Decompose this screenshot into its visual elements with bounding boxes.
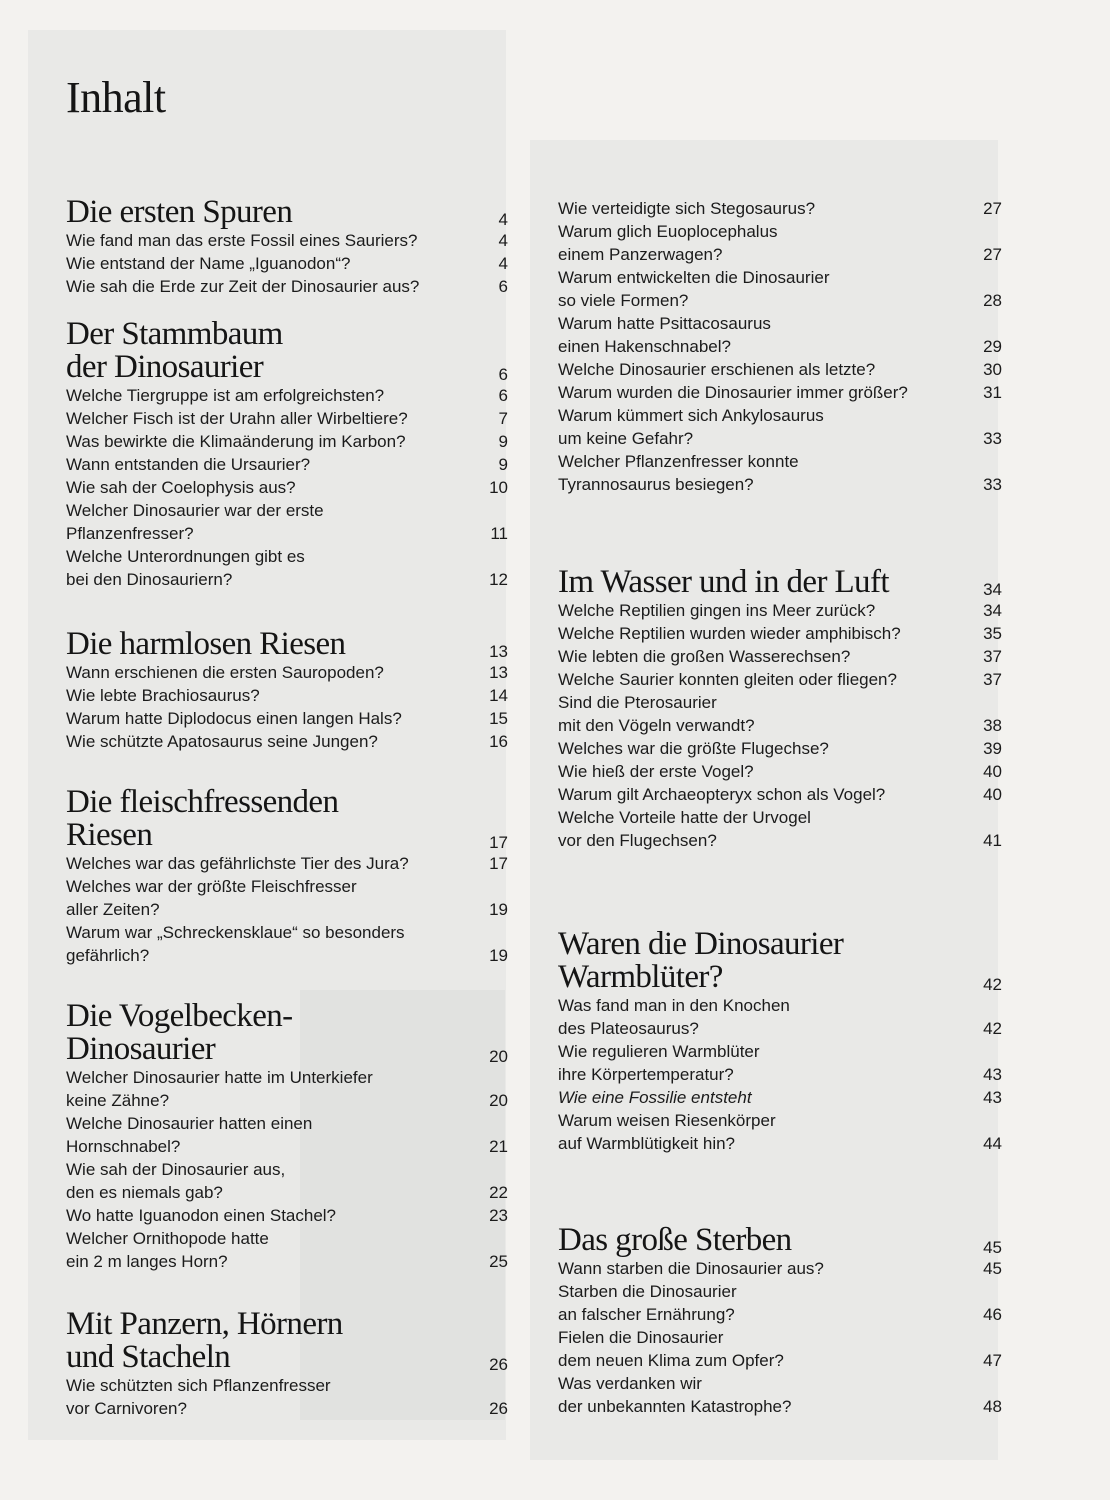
toc-section (66, 1000, 508, 1273)
toc-entry[interactable] (558, 599, 1002, 622)
entry-page-number: 34 (983, 601, 1002, 620)
toc-entry[interactable] (66, 1066, 508, 1112)
section-title: Waren die Dinosaurier Warmblüter? (558, 926, 844, 995)
toc-entry[interactable] (558, 1086, 1002, 1109)
section-title: Im Wasser und in der Luft (558, 564, 889, 600)
entry-title: Warum war „Schreckensklaue“ so besonders gefährlich? (66, 923, 405, 965)
toc-entry[interactable] (66, 661, 508, 684)
entry-page-number: 25 (489, 1252, 508, 1271)
entry-page-number: 21 (489, 1137, 508, 1156)
entry-title: Welcher Fisch ist der Urahn aller Wirbeltiere? (66, 409, 408, 428)
entry-page-number: 17 (489, 854, 508, 873)
toc-section (66, 196, 508, 298)
toc-entry[interactable] (66, 1227, 508, 1273)
toc-section (558, 197, 1002, 496)
toc-entry[interactable] (66, 545, 508, 591)
entry-title: Fielen die Dinosaurier dem neuen Klima zum Opfer? (558, 1328, 784, 1370)
toc-section (558, 1224, 1002, 1418)
toc-entry[interactable] (66, 453, 508, 476)
toc-entry[interactable] (558, 381, 1002, 404)
toc-entry[interactable] (66, 707, 508, 730)
entry-title: Warum weisen Riesenkörper auf Warmblütigkeit hin? (558, 1111, 776, 1153)
entry-title: Wie schützte Apatosaurus seine Jungen? (66, 732, 378, 751)
entry-page-number: 4 (498, 254, 508, 273)
entry-page-number: 37 (983, 670, 1002, 689)
entry-page-number: 6 (498, 277, 508, 296)
toc-entry[interactable] (66, 252, 508, 275)
toc-entry[interactable] (558, 645, 1002, 668)
entry-title: Was verdanken wir der unbekannten Katastrophe? (558, 1374, 792, 1416)
entry-title: Welches war die größte Flugechse? (558, 739, 829, 758)
entry-page-number: 29 (983, 337, 1002, 356)
entry-page-number: 44 (983, 1134, 1002, 1153)
section-page-number: 42 (983, 975, 1002, 994)
toc-section (558, 566, 1002, 852)
entry-page-number: 35 (983, 624, 1002, 643)
entry-title: Warum hatte Diplodocus einen langen Hals? (66, 709, 402, 728)
entry-title: Wie lebte Brachiosaurus? (66, 686, 260, 705)
entry-page-number: 40 (983, 762, 1002, 781)
toc-entry[interactable] (558, 783, 1002, 806)
entry-page-number: 9 (498, 432, 508, 451)
entry-page-number: 7 (498, 409, 508, 428)
section-page-number: 26 (489, 1355, 508, 1374)
toc-entry[interactable] (66, 684, 508, 707)
toc-entry[interactable] (66, 1374, 508, 1420)
section-page-number: 17 (489, 833, 508, 852)
toc-entry[interactable] (558, 1257, 1002, 1280)
entry-page-number: 39 (983, 739, 1002, 758)
entry-title: Wann erschienen die ersten Sauropoden? (66, 663, 384, 682)
toc-entry[interactable] (558, 1372, 1002, 1418)
entry-title: Wie lebten die großen Wasserechsen? (558, 647, 851, 666)
entry-title: Welche Dinosaurier hatten einen Hornschnabel? (66, 1114, 313, 1156)
entry-page-number: 10 (489, 478, 508, 497)
entry-page-number: 27 (983, 199, 1002, 218)
entry-title: Welcher Dinosaurier war der erste Pflanzenfresser? (66, 501, 324, 543)
section-title: Die fleischfressenden Riesen (66, 784, 339, 853)
entry-page-number: 4 (498, 231, 508, 250)
toc-entry[interactable] (558, 358, 1002, 381)
toc-entry[interactable] (558, 668, 1002, 691)
entry-title: Wann starben die Dinosaurier aus? (558, 1259, 824, 1278)
entry-page-number: 6 (498, 386, 508, 405)
entry-page-number: 37 (983, 647, 1002, 666)
section-title: Die ersten Spuren (66, 194, 293, 230)
entry-title: Warum hatte Psittacosaurus einen Hakenschnabel? (558, 314, 771, 356)
entry-page-number: 11 (490, 524, 508, 543)
section-page-number: 34 (983, 580, 1002, 599)
section-heading[interactable] (558, 1224, 1002, 1257)
entry-page-number: 27 (983, 245, 1002, 264)
entry-page-number: 43 (983, 1088, 1002, 1107)
entry-page-number: 30 (983, 360, 1002, 379)
entry-title: Wie eine Fossilie entsteht (558, 1088, 752, 1107)
entry-page-number: 33 (983, 429, 1002, 448)
toc-entry[interactable] (66, 921, 508, 967)
section-heading[interactable] (558, 566, 1002, 599)
toc-entry[interactable] (558, 1280, 1002, 1326)
toc-entry[interactable] (558, 806, 1002, 852)
entry-page-number: 48 (983, 1397, 1002, 1416)
section-title: Mit Panzern, Hörnern und Stacheln (66, 1306, 343, 1375)
section-page-number: 13 (489, 642, 508, 661)
section-title: Die harmlosen Riesen (66, 626, 346, 662)
entry-page-number: 26 (489, 1399, 508, 1418)
toc-entry[interactable] (66, 384, 508, 407)
entry-page-number: 42 (983, 1019, 1002, 1038)
entry-title: Warum entwickelten die Dinosaurier so viele Formen? (558, 268, 830, 310)
toc-entry[interactable] (558, 1040, 1002, 1086)
entry-page-number: 15 (489, 709, 508, 728)
entry-page-number: 12 (489, 570, 508, 589)
entry-page-number: 14 (489, 686, 508, 705)
section-heading[interactable] (66, 628, 508, 661)
toc-entry[interactable] (558, 994, 1002, 1040)
entry-page-number: 23 (489, 1206, 508, 1225)
entry-page-number: 16 (489, 732, 508, 751)
entry-title: Welche Vorteile hatte der Urvogel vor den Flugechsen? (558, 808, 811, 850)
toc-entry[interactable] (558, 266, 1002, 312)
entry-page-number: 45 (983, 1259, 1002, 1278)
section-heading[interactable] (66, 786, 508, 852)
toc-entry[interactable] (558, 404, 1002, 450)
entry-title: Wie sah der Dinosaurier aus, den es niemals gab? (66, 1160, 286, 1202)
toc-entry[interactable] (66, 499, 508, 545)
entry-title: Warum gilt Archaeopteryx schon als Vogel? (558, 785, 886, 804)
entry-page-number: 41 (983, 831, 1002, 850)
entry-page-number: 13 (489, 663, 508, 682)
entry-page-number: 19 (489, 900, 508, 919)
section-heading[interactable] (66, 196, 508, 229)
entry-title: Welcher Ornithopode hatte ein 2 m langes Horn? (66, 1229, 269, 1271)
entry-page-number: 20 (489, 1091, 508, 1110)
section-title: Der Stammbaum der Dinosaurier (66, 316, 283, 385)
toc-entry[interactable] (558, 197, 1002, 220)
toc-section (66, 318, 508, 591)
section-heading[interactable] (66, 1308, 508, 1374)
entry-title: Wie hieß der erste Vogel? (558, 762, 754, 781)
toc-entry[interactable] (66, 430, 508, 453)
toc-entry[interactable] (66, 875, 508, 921)
toc-entry[interactable] (558, 312, 1002, 358)
entry-title: Welcher Dinosaurier hatte im Unterkiefer keine Zähne? (66, 1068, 373, 1110)
entry-title: Wie sah die Erde zur Zeit der Dinosaurier aus? (66, 277, 420, 296)
entry-title: Sind die Pterosaurier mit den Vögeln verwandt? (558, 693, 755, 735)
page-title: Inhalt (66, 73, 166, 122)
entry-page-number: 38 (983, 716, 1002, 735)
toc-entry[interactable] (66, 275, 508, 298)
entry-page-number: 28 (983, 291, 1002, 310)
entry-title: Welche Dinosaurier erschienen als letzte? (558, 360, 876, 379)
entry-title: Warum kümmert sich Ankylosaurus um keine Gefahr? (558, 406, 824, 448)
entry-title: Wie verteidigte sich Stegosaurus? (558, 199, 816, 218)
entry-title: Wie sah der Coelophysis aus? (66, 478, 296, 497)
toc-entry[interactable] (66, 852, 508, 875)
toc-entry[interactable] (558, 1326, 1002, 1372)
entry-page-number: 31 (983, 383, 1002, 402)
entry-page-number: 43 (983, 1065, 1002, 1084)
entry-title: Welche Unterordnungen gibt es bei den Dinosauriern? (66, 547, 305, 589)
entry-title: Welche Reptilien gingen ins Meer zurück? (558, 601, 876, 620)
toc-entry[interactable] (558, 737, 1002, 760)
section-heading[interactable] (558, 928, 1002, 994)
entry-title: Wie entstand der Name „Iguanodon“? (66, 254, 351, 273)
entry-title: Was fand man in den Knochen des Plateosaurus? (558, 996, 790, 1038)
toc-section (66, 1308, 508, 1420)
entry-page-number: 19 (489, 946, 508, 965)
section-title: Die Vogelbecken- Dinosaurier (66, 998, 293, 1067)
toc-entry[interactable] (66, 229, 508, 252)
section-heading[interactable] (66, 318, 508, 384)
toc-entry[interactable] (66, 407, 508, 430)
section-heading[interactable] (66, 1000, 508, 1066)
entry-title: Welche Tiergruppe ist am erfolgreichsten? (66, 386, 385, 405)
section-page-number: 4 (498, 210, 508, 229)
toc-entry[interactable] (558, 760, 1002, 783)
toc-entry[interactable] (558, 450, 1002, 496)
toc-entry[interactable] (66, 1204, 508, 1227)
toc-entry[interactable] (558, 1109, 1002, 1155)
toc-entry[interactable] (558, 220, 1002, 266)
entry-page-number: 46 (983, 1305, 1002, 1324)
entry-title: Warum glich Euoplocephalus einem Panzerwagen? (558, 222, 778, 264)
entry-page-number: 9 (498, 455, 508, 474)
toc-entry[interactable] (66, 730, 508, 753)
toc-section (558, 928, 1002, 1155)
entry-title: Wie regulieren Warmblüter ihre Körpertemperatur? (558, 1042, 760, 1084)
entry-title: Starben die Dinosaurier an falscher Ernährung? (558, 1282, 737, 1324)
toc-section (66, 786, 508, 967)
toc-entry[interactable] (66, 476, 508, 499)
entry-page-number: 22 (489, 1183, 508, 1202)
entry-title: Wie schützten sich Pflanzenfresser vor Carnivoren? (66, 1376, 331, 1418)
toc-entry[interactable] (66, 1158, 508, 1204)
entry-title: Wann entstanden die Ursaurier? (66, 455, 311, 474)
entry-title: Was bewirkte die Klimaänderung im Karbon? (66, 432, 406, 451)
entry-page-number: 47 (983, 1351, 1002, 1370)
entry-page-number: 33 (983, 475, 1002, 494)
toc-entry[interactable] (558, 622, 1002, 645)
entry-page-number: 40 (983, 785, 1002, 804)
entry-title: Wo hatte Iguanodon einen Stachel? (66, 1206, 337, 1225)
toc-section (66, 628, 508, 753)
entry-title: Wie fand man das erste Fossil eines Sauriers? (66, 231, 418, 250)
entry-title: Welche Saurier konnten gleiten oder fliegen? (558, 670, 897, 689)
entry-title: Welche Reptilien wurden wieder amphibisch? (558, 624, 901, 643)
entry-title: Welches war das gefährlichste Tier des Jura? (66, 854, 409, 873)
entry-title: Warum wurden die Dinosaurier immer größer? (558, 383, 908, 402)
toc-entry[interactable] (66, 1112, 508, 1158)
section-page-number: 20 (489, 1047, 508, 1066)
entry-title: Welches war der größte Fleischfresser aller Zeiten? (66, 877, 357, 919)
section-page-number: 6 (498, 365, 508, 384)
toc-entry[interactable] (558, 691, 1002, 737)
section-title: Das große Sterben (558, 1222, 792, 1258)
entry-title: Welcher Pflanzenfresser konnte Tyrannosaurus besiegen? (558, 452, 799, 494)
section-page-number: 45 (983, 1238, 1002, 1257)
